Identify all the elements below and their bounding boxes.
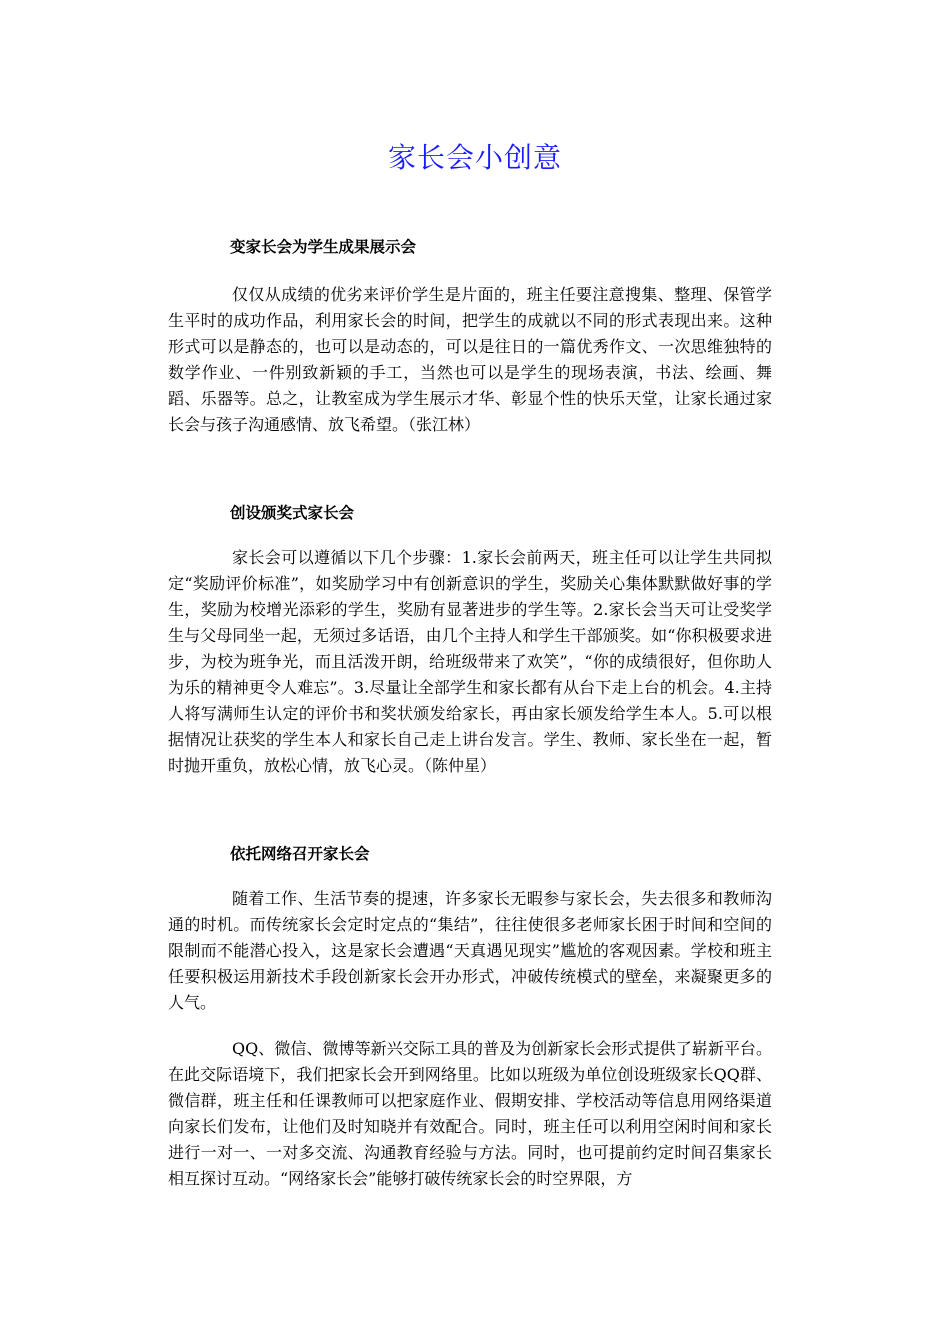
section-paragraph-showcase: 仅仅从成绩的优劣来评价学生是片面的，班主任要注意搜集、整理、保管学生平时的成功作品，利用家长会的时间，把学生的成就以不同的形式表现出来。这种形式可以是静态的，也可以是动态的，可以是往日的一篇优秀作文、一次思维独特的数学作业、一件别致新颖的手工，当然也可以是学生的现场表演，书法、绘画、舞蹈、乐器等。总之，让教室成为学生展示才华、彰显个性的快乐天堂，让家长通过家长会与孩子沟通感情、放飞希望。（张江林） xyxy=(168,285,772,434)
section-heading-online: 依托网络召开家长会 xyxy=(230,845,370,863)
section-heading-showcase: 变家长会为学生成果展示会 xyxy=(230,238,417,256)
section-heading-award: 创设颁奖式家长会 xyxy=(230,504,355,522)
document-title: 家长会小创意 xyxy=(387,141,562,174)
section-paragraph-online-1: 随着工作、生活节奏的提速，许多家长无暇参与家长会，失去很多和教师沟通的时机。而传统家长会定时定点的“集结”，往往使很多老师家长困于时间和空间的限制而不能潜心投入，这是家长会遭遇“天真遇见现实”尴尬的客观因素。学校和班主任要积极运用新技术手段创新家长会开办形式，冲破传统模式的壁垒，来凝聚更多的人气。 xyxy=(168,889,772,1012)
section-paragraph-online-2: QQ、微信、微博等新兴交际工具的普及为创新家长会形式提供了崭新平台。在此交际语境下，我们把家长会开到网络里。比如以班级为单位创设班级家长QQ群、微信群，班主任和任课教师可以把家庭作业、假期安排、学校活动等信息用网络渠道向家长们发布，让他们及时知晓并有效配合。同时，班主任可以利用空闲时间和家长进行一对一、一对多交流、沟通教育经验与方法。同时，也可提前约定时间召集家长相互探讨互动。“网络家长会”能够打破传统家长会的时空界限，方 xyxy=(168,1039,772,1188)
section-paragraph-award: 家长会可以遵循以下几个步骤：1.家长会前两天，班主任可以让学生共同拟定“奖励评价标准”，如奖励学习中有创新意识的学生，奖励关心集体默默做好事的学生，奖励为校增光添彩的学生，奖励有显著进步的学生等。2.家长会当天可让受奖学生与父母同坐一起，无须过多话语，由几个主持人和学生干部颁奖。如“你积极要求进步，为校为班争光，而且活泼开朗，给班级带来了欢笑”，“你的成绩很好，但你助人为乐的精神更令人难忘”。3.尽量让全部学生和家长都有从台下走上台的机会。4.主持人将写满师生认定的评价书和奖状颁发给家长，再由家长颁发给学生本人。5.可以根据情况让获奖的学生本人和家长自己走上讲台发言。学生、教师、家长坐在一起，暂时抛开重负，放松心情，放飞心灵。（陈仲星） xyxy=(168,548,772,775)
